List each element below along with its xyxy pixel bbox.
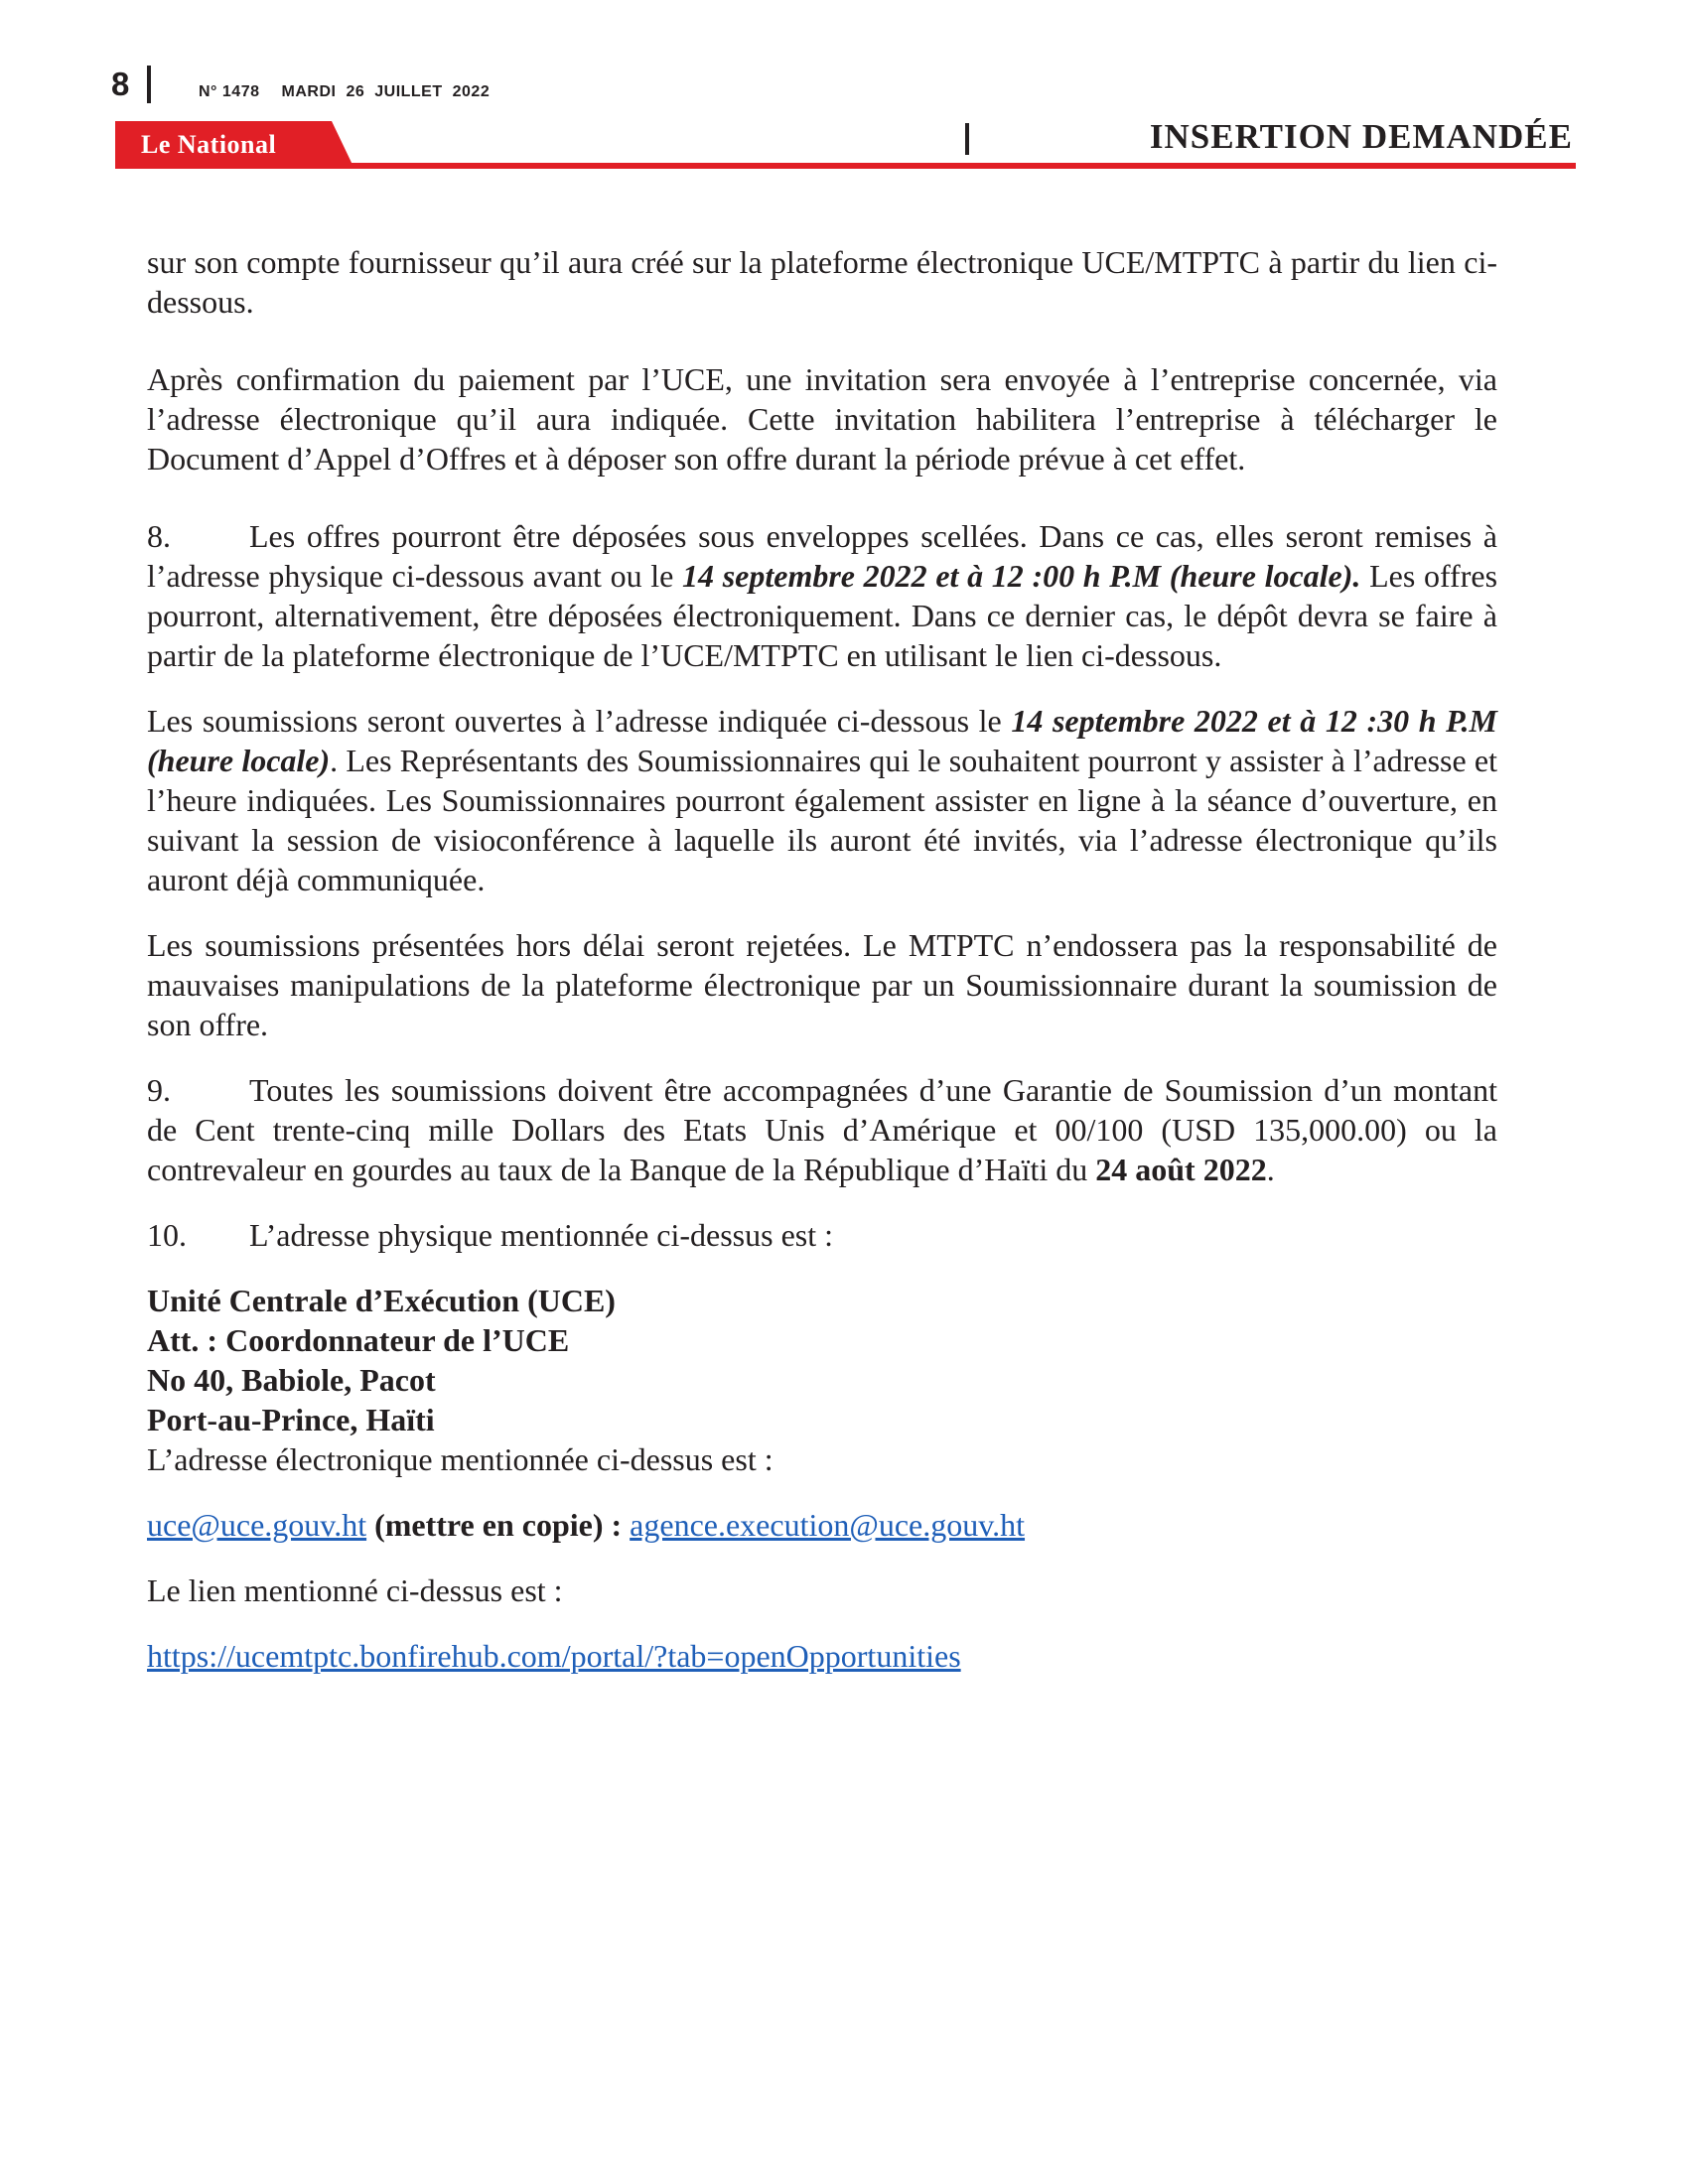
issue-day: 26 [346,83,365,100]
paragraph-text: Les offres pourront, alternativement, être déposées électroniquement. Dans ce dernier cas, le dépôt devra se faire à partir de la plateforme électronique de l’UCE/MTPTC en utilisant le lien ci-dessous. [147,558,1498,673]
item-number: 9. [147,1072,171,1108]
issue-number: N° 1478 [199,83,260,100]
email-line [147,1505,1497,1545]
header-rule [115,163,1576,169]
issue-meta [199,83,511,101]
address-line: Att. : Coordonnateur de l’UCE [147,1322,570,1358]
section-title: INSERTION DEMANDÉE [1149,117,1573,156]
paragraph-text: . Les Représentants des Soumissionnaires qui le souhaitent pourront y assister à l’adresse et l’heure indiquées. Les Soumissionnaires pourront également assister en ligne à la séance d’ouverture, en suivant la session de visioconférence à laquelle ils auront été invités, via l’adresse électronique qu’ils auront déjà communiquée. [147,743,1498,897]
email-primary-link[interactable]: uce@uce.gouv.ht [147,1507,367,1543]
article-body [147,242,1497,1676]
header-divider [965,123,969,155]
paragraph-10 [147,1215,1497,1255]
physical-address [147,1281,1497,1479]
paragraph-text: . [1266,1152,1275,1187]
issue-year: 2022 [452,83,491,100]
email-intro: L’adresse électronique mentionnée ci-dessus est : [147,1441,774,1477]
paragraph-9 [147,1070,1497,1189]
paragraph-text: L’adresse physique mentionnée ci-dessus est : [249,1217,834,1253]
paragraph-1: sur son compte fournisseur qu’il aura créé sur la plateforme électronique UCE/MTPTC à partir du lien ci-dessous. [147,244,1497,320]
paragraph-text: Les offres pourront être déposées sous enveloppes scellées. Dans ce cas, elles seront remises à l’adresse physique ci-dessous avant ou le [147,518,1497,594]
paragraph-8 [147,516,1497,675]
item-number: 8. [147,518,171,554]
issue-month: JUILLET [374,83,443,100]
page-number: 8 [111,66,130,102]
brand-logo: Le National [141,130,277,159]
email-cc-label: (mettre en copie) : [366,1507,631,1543]
paragraph-text: Toutes les soumissions doivent être accompagnées d’une Garantie de Soumission d’un montant de Cent trente-cinq mille Dollars des Etats Unis d’Amérique et 00/100 (USD 135,000.00) ou la contrevaleur en gourdes au taux de la Banque de la République d’Haïti du [147,1072,1497,1187]
item-number: 10. [147,1217,187,1253]
guarantee-date: 24 août 2022 [1095,1152,1267,1187]
email-cc-link[interactable]: agence.execution@uce.gouv.ht [630,1507,1026,1543]
address-line: Port-au-Prince, Haïti [147,1402,435,1437]
paragraph-text: Les soumissions seront ouvertes à l’adresse indiquée ci-dessous le [147,703,1012,739]
paragraph-2: Après confirmation du paiement par l’UCE, une invitation sera envoyée à l’entreprise concernée, via l’adresse électronique qu’il aura indiquée. Cette invitation habilitera l’entreprise à télécharger le Document d’Appel d’Offres et à déposer son offre durant la période prévue à cet effet. [147,361,1497,477]
page-number-divider [147,66,151,103]
link-intro: Le lien mentionné ci-dessus est : [147,1572,563,1608]
issue-weekday: MARDI [281,83,337,100]
address-line: Unité Centrale d’Exécution (UCE) [147,1283,616,1318]
paragraph-opening [147,701,1497,899]
paragraph-late-submissions: Les soumissions présentées hors délai seront rejetées. Le MTPTC n’endossera pas la responsabilité de mauvaises manipulations de la plateforme électronique par un Soumissionnaire durant la soumission de son offre. [147,927,1497,1042]
link-line [147,1636,1497,1676]
address-line: No 40, Babiole, Pacot [147,1362,436,1398]
deadline-date: 14 septembre 2022 et à 12 :00 h P.M (heure locale). [682,558,1361,594]
opening-date: 14 septembre 2022 et à 12 :30 h P.M (heure locale) [147,703,1498,778]
portal-link[interactable]: https://ucemtptc.bonfirehub.com/portal/?tab=openOpportunities [147,1638,961,1674]
